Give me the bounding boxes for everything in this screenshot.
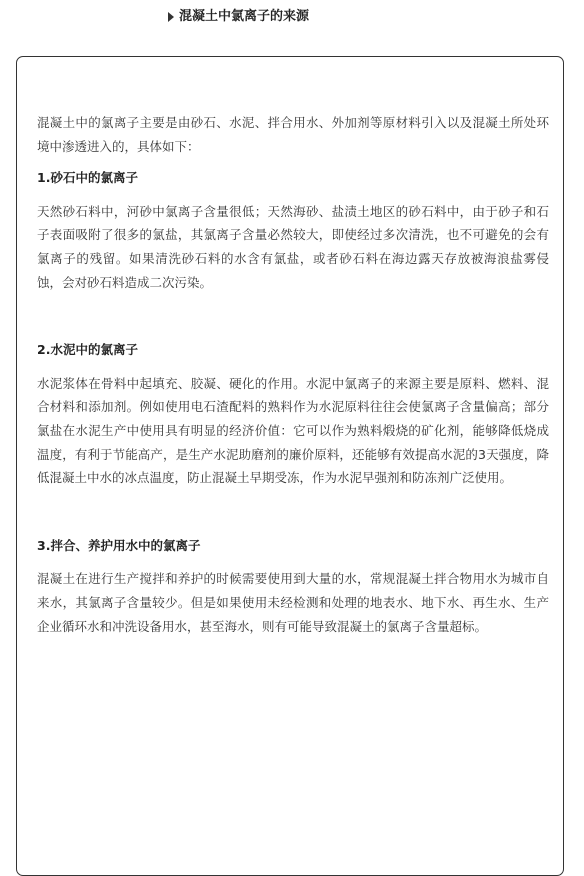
section-heading-water: 3.拌合、养护用水中的氯离子 [37, 537, 201, 553]
intro-paragraph: 混凝土中的氯离子主要是由砂石、水泥、拌合用水、外加剂等原材料引入以及混凝土所处环境中渗透进入的，具体如下： [37, 115, 549, 154]
section-body-water: 混凝土在进行生产搅拌和养护的时候需要使用到大量的水，常规混凝土拌合物用水为城市自来水，其氯离子含量较少。但是如果使用未经检测和处理的地表水、地下水、再生水、生产企业循环水和冲洗设备用水，甚至海水，则有可能导致混凝土的氯离子含量超标。 [37, 571, 549, 634]
section-heading-sand: 1.砂石中的氯离子 [37, 170, 138, 186]
section-heading-cement: 2.水泥中的氯离子 [37, 342, 138, 358]
caret-right-icon[interactable] [168, 12, 174, 22]
article-card [16, 56, 564, 876]
page-title[interactable]: 混凝土中氯离子的来源 [179, 9, 310, 24]
title-row [0, 8, 584, 28]
article-content [37, 111, 549, 638]
section-body-sand: 天然砂石料中，河砂中氯离子含量很低；天然海砂、盐渍土地区的砂石料中，由于砂子和石子表面吸附了很多的氯盐，其氯离子含量必然较大，即使经过多次清洗，也不可避免的会有氯离子的残留。如果清洗砂石料的水含有氯盐，或者砂石料在海边露天存放被海浪盐雾侵蚀，会对砂石料造成二次污染。 [37, 203, 549, 290]
section-body-cement: 水泥浆体在骨料中起填充、胶凝、硬化的作用。水泥中氯离子的来源主要是原料、燃料、混合材料和添加剂。例如使用电石渣配料的熟料作为水泥原料往往会使氯离子含量偏高；部分氯盐在水泥生产中使用具有明显的经济价值：它可以作为熟料煅烧的矿化剂，能够降低烧成温度，有利于节能高产，是生产水泥助磨剂的廉价原料，还能够有效提高水泥的3天强度，降低混凝土中水的冰点温度，防止混凝土早期受冻，作为水泥早强剂和防冻剂广泛使用。 [37, 375, 549, 486]
